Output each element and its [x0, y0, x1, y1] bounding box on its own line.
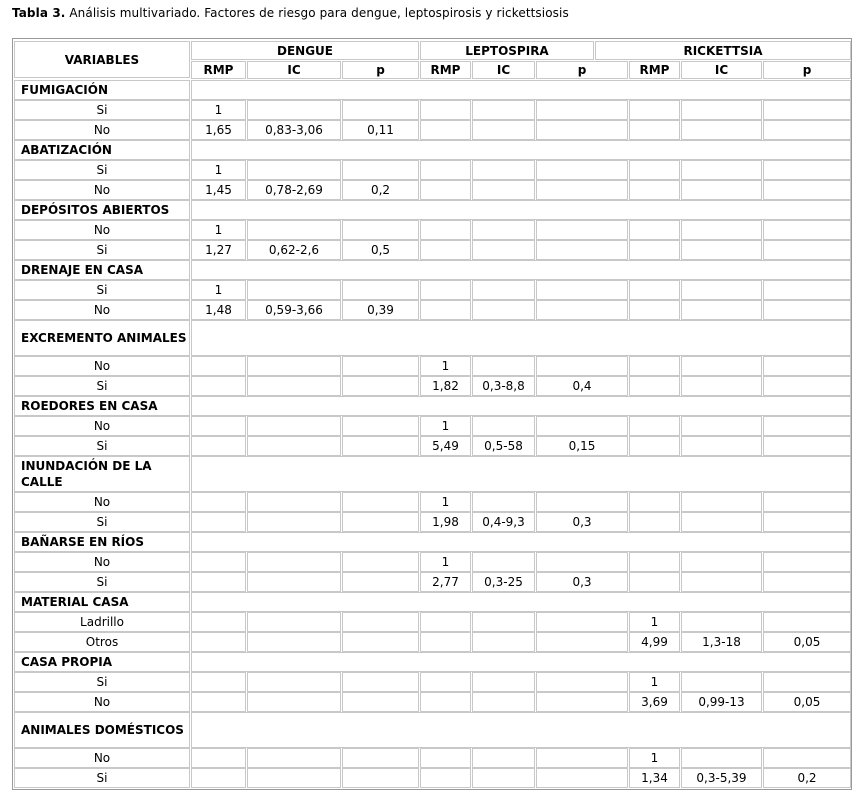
table-cell	[342, 692, 419, 712]
table-cell	[342, 280, 419, 300]
table-cell	[191, 692, 246, 712]
table-cell	[763, 180, 851, 200]
table-cell	[763, 160, 851, 180]
group-title: BAÑARSE EN RÍOS	[14, 532, 190, 552]
row-label: Si	[14, 240, 190, 260]
group-spacer	[191, 140, 851, 160]
table-cell	[629, 160, 680, 180]
row-label: Si	[14, 436, 190, 456]
header-sub-ic: IC	[681, 61, 762, 79]
table-cell	[681, 160, 762, 180]
table-cell	[681, 120, 762, 140]
table-cell	[342, 356, 419, 376]
table-cell	[191, 612, 246, 632]
table-cell	[191, 552, 246, 572]
table-cell	[342, 160, 419, 180]
table-cell: 5,49	[420, 436, 471, 456]
table-cell	[763, 512, 851, 532]
table-cell	[247, 376, 341, 396]
group-spacer	[191, 260, 851, 280]
table-cell	[536, 160, 628, 180]
table-cell	[472, 492, 535, 512]
group-title: ABATIZACIÓN	[14, 140, 190, 160]
group-spacer	[191, 652, 851, 672]
table-cell: 0,99-13	[681, 692, 762, 712]
table-cell	[191, 512, 246, 532]
table-cell: 1	[420, 416, 471, 436]
group-spacer	[191, 200, 851, 220]
table-cell	[763, 220, 851, 240]
group-spacer	[191, 456, 851, 492]
table-cell: 1	[191, 160, 246, 180]
table-cell	[763, 300, 851, 320]
table-cell	[472, 240, 535, 260]
table-cell	[342, 632, 419, 652]
table-cell: 1	[191, 280, 246, 300]
table-cell: 0,3	[536, 572, 628, 592]
table-cell	[420, 748, 471, 768]
table-cell	[681, 280, 762, 300]
table-cell	[629, 280, 680, 300]
table-cell	[191, 356, 246, 376]
table-cell	[681, 552, 762, 572]
table-cell	[536, 492, 628, 512]
row-label: No	[14, 356, 190, 376]
group-title: DRENAJE EN CASA	[14, 260, 190, 280]
table-cell	[681, 220, 762, 240]
header-group-leptospira: LEPTOSPIRA	[420, 41, 594, 60]
table-cell	[763, 120, 851, 140]
header-group-dengue: DENGUE	[191, 41, 419, 60]
table-cell	[191, 748, 246, 768]
table-cell	[536, 416, 628, 436]
table-cell	[191, 416, 246, 436]
table-cell	[681, 748, 762, 768]
group-spacer	[191, 592, 851, 612]
table-cell	[472, 160, 535, 180]
table-cell	[763, 436, 851, 456]
table-cell: 0,3-5,39	[681, 768, 762, 788]
table-cell	[420, 692, 471, 712]
table-cell	[681, 100, 762, 120]
table-cell	[763, 280, 851, 300]
table-cell	[420, 300, 471, 320]
table-cell	[342, 748, 419, 768]
row-label: Ladrillo	[14, 612, 190, 632]
group-spacer	[191, 320, 851, 356]
table-cell: 0,11	[342, 120, 419, 140]
table-cell	[191, 768, 246, 788]
table-cell	[191, 436, 246, 456]
table-cell	[536, 300, 628, 320]
table-cell	[472, 748, 535, 768]
table-cell: 0,2	[763, 768, 851, 788]
table-cell	[342, 768, 419, 788]
group-spacer	[191, 80, 851, 100]
table-cell	[681, 672, 762, 692]
table-cell	[536, 240, 628, 260]
table-cell	[420, 612, 471, 632]
table-cell	[629, 376, 680, 396]
table-cell	[629, 492, 680, 512]
group-spacer	[191, 396, 851, 416]
table-cell	[247, 280, 341, 300]
table-cell	[763, 492, 851, 512]
header-sub-rmp: RMP	[629, 61, 680, 79]
table-cell	[763, 376, 851, 396]
table-cell	[629, 180, 680, 200]
table-cell	[247, 512, 341, 532]
header-sub-p: p	[536, 61, 628, 79]
table-cell	[536, 672, 628, 692]
row-label: Si	[14, 376, 190, 396]
table-caption	[12, 6, 569, 20]
table-cell	[342, 512, 419, 532]
table-cell	[536, 120, 628, 140]
table-cell	[681, 416, 762, 436]
table-cell	[681, 512, 762, 532]
table-cell	[420, 768, 471, 788]
table-cell	[420, 240, 471, 260]
row-label: Si	[14, 672, 190, 692]
table-cell	[472, 692, 535, 712]
group-title: MATERIAL CASA	[14, 592, 190, 612]
table-cell	[191, 672, 246, 692]
table-cell	[681, 436, 762, 456]
row-label: No	[14, 692, 190, 712]
table-cell: 0,3-25	[472, 572, 535, 592]
table-cell	[536, 180, 628, 200]
table-cell	[247, 356, 341, 376]
row-label: No	[14, 552, 190, 572]
table-cell	[420, 672, 471, 692]
table-cell	[342, 492, 419, 512]
table-cell	[763, 100, 851, 120]
group-spacer	[191, 712, 851, 748]
group-title: DEPÓSITOS ABIERTOS	[14, 200, 190, 220]
table-cell	[629, 416, 680, 436]
table-cell	[247, 160, 341, 180]
table-cell: 1	[420, 356, 471, 376]
table-cell	[342, 552, 419, 572]
table-cell	[420, 100, 471, 120]
row-label: Si	[14, 160, 190, 180]
table-cell	[472, 768, 535, 788]
table-cell: 1	[629, 612, 680, 632]
table-cell	[629, 120, 680, 140]
table-cell	[629, 220, 680, 240]
row-label: No	[14, 120, 190, 140]
row-label: No	[14, 748, 190, 768]
table-cell	[247, 416, 341, 436]
table-cell	[342, 572, 419, 592]
table-cell: 1	[420, 552, 471, 572]
table-cell	[629, 100, 680, 120]
table-cell	[247, 748, 341, 768]
table-cell	[247, 436, 341, 456]
table-cell	[342, 100, 419, 120]
table-cell	[420, 160, 471, 180]
table-cell	[536, 748, 628, 768]
table-cell	[763, 416, 851, 436]
table-cell	[472, 672, 535, 692]
table-cell	[247, 572, 341, 592]
table-cell	[247, 492, 341, 512]
table-cell	[247, 612, 341, 632]
table-cell	[342, 436, 419, 456]
group-title: ANIMALES DOMÉSTICOS	[14, 712, 190, 748]
table-cell: 0,83-3,06	[247, 120, 341, 140]
table-cell	[472, 552, 535, 572]
table-cell	[247, 220, 341, 240]
table-cell	[420, 120, 471, 140]
table-cell	[629, 572, 680, 592]
table-cell: 1,27	[191, 240, 246, 260]
table-cell	[629, 436, 680, 456]
table-cell	[191, 632, 246, 652]
table-cell: 1	[191, 100, 246, 120]
table-cell	[191, 492, 246, 512]
table-cell	[536, 632, 628, 652]
table-cell	[763, 572, 851, 592]
table-cell: 0,39	[342, 300, 419, 320]
table-cell	[536, 552, 628, 572]
table-cell	[763, 672, 851, 692]
table-cell: 1	[420, 492, 471, 512]
table-cell: 1,98	[420, 512, 471, 532]
table-cell	[629, 240, 680, 260]
table-cell	[681, 180, 762, 200]
caption-label: Tabla 3.	[12, 6, 66, 20]
caption-text: Análisis multivariado. Factores de riesgo para dengue, leptospirosis y rickettsiosis	[65, 6, 569, 20]
row-label: No	[14, 300, 190, 320]
table-cell	[472, 280, 535, 300]
table-cell	[681, 492, 762, 512]
table-cell	[420, 280, 471, 300]
table-cell: 1,65	[191, 120, 246, 140]
table-cell	[472, 416, 535, 436]
table-cell: 1,82	[420, 376, 471, 396]
row-label: No	[14, 416, 190, 436]
header-sub-p: p	[342, 61, 419, 79]
table-cell	[247, 672, 341, 692]
table-cell	[472, 356, 535, 376]
header-sub-ic: IC	[247, 61, 341, 79]
table-cell	[681, 572, 762, 592]
row-label: Si	[14, 280, 190, 300]
table-cell	[681, 376, 762, 396]
table-cell: 0,05	[763, 692, 851, 712]
header-sub-ic: IC	[472, 61, 535, 79]
table-cell	[629, 512, 680, 532]
group-title: INUNDACIÓN DE LA CALLE	[14, 456, 190, 492]
table-cell: 0,3-8,8	[472, 376, 535, 396]
table-cell	[681, 240, 762, 260]
table-cell	[247, 552, 341, 572]
table-cell: 2,77	[420, 572, 471, 592]
header-group-rickettsia: RICKETTSIA	[595, 41, 851, 60]
group-title: FUMIGACIÓN	[14, 80, 190, 100]
row-label: No	[14, 492, 190, 512]
table-cell	[472, 632, 535, 652]
table-cell	[536, 280, 628, 300]
table-cell	[472, 120, 535, 140]
table-cell	[247, 768, 341, 788]
table-cell: 1	[629, 748, 680, 768]
table-cell: 1,34	[629, 768, 680, 788]
table-cell	[472, 100, 535, 120]
header-sub-rmp: RMP	[420, 61, 471, 79]
group-title: EXCREMENTO ANIMALES	[14, 320, 190, 356]
table-cell: 1	[629, 672, 680, 692]
table-cell	[472, 180, 535, 200]
table-cell: 0,2	[342, 180, 419, 200]
table-cell: 0,4-9,3	[472, 512, 535, 532]
row-label: No	[14, 220, 190, 240]
table-cell	[629, 300, 680, 320]
row-label: Si	[14, 572, 190, 592]
header-sub-p: p	[763, 61, 851, 79]
table-cell: 0,4	[536, 376, 628, 396]
table-cell	[629, 356, 680, 376]
row-label: Si	[14, 100, 190, 120]
table-cell: 0,3	[536, 512, 628, 532]
table-cell	[536, 612, 628, 632]
table-cell: 0,15	[536, 436, 628, 456]
table-cell: 1,45	[191, 180, 246, 200]
table-cell	[536, 768, 628, 788]
table-cell	[342, 220, 419, 240]
table-cell: 0,78-2,69	[247, 180, 341, 200]
table-cell	[420, 220, 471, 240]
table-cell	[342, 376, 419, 396]
table-cell	[247, 692, 341, 712]
table-cell	[763, 356, 851, 376]
header-sub-rmp: RMP	[191, 61, 246, 79]
table-cell: 0,5-58	[472, 436, 535, 456]
table-cell	[536, 100, 628, 120]
group-title: CASA PROPIA	[14, 652, 190, 672]
table-cell	[472, 220, 535, 240]
table-cell	[191, 572, 246, 592]
table-cell	[342, 416, 419, 436]
table-cell	[763, 552, 851, 572]
table-cell	[191, 376, 246, 396]
table-cell	[472, 300, 535, 320]
table-cell: 1	[191, 220, 246, 240]
table-cell	[536, 356, 628, 376]
table-cell	[763, 612, 851, 632]
row-label: Otros	[14, 632, 190, 652]
table-cell	[247, 632, 341, 652]
row-label: Si	[14, 768, 190, 788]
table-cell	[763, 240, 851, 260]
table-cell: 0,5	[342, 240, 419, 260]
table-cell: 0,05	[763, 632, 851, 652]
table-cell	[420, 632, 471, 652]
header-variables: VARIABLES	[14, 41, 190, 78]
table-cell: 1,3-18	[681, 632, 762, 652]
table-cell	[763, 748, 851, 768]
table-cell: 4,99	[629, 632, 680, 652]
table-cell: 3,69	[629, 692, 680, 712]
table-cell: 0,62-2,6	[247, 240, 341, 260]
group-spacer	[191, 532, 851, 552]
table-cell	[681, 612, 762, 632]
table-cell	[342, 672, 419, 692]
table-cell	[681, 300, 762, 320]
table-cell	[536, 220, 628, 240]
table-cell	[681, 356, 762, 376]
table-cell	[342, 612, 419, 632]
row-label: Si	[14, 512, 190, 532]
table-cell	[472, 612, 535, 632]
table-cell	[420, 180, 471, 200]
table-cell	[247, 100, 341, 120]
table-cell: 0,59-3,66	[247, 300, 341, 320]
group-title: ROEDORES EN CASA	[14, 396, 190, 416]
row-label: No	[14, 180, 190, 200]
table-cell: 1,48	[191, 300, 246, 320]
table-cell	[629, 552, 680, 572]
table-cell	[536, 692, 628, 712]
